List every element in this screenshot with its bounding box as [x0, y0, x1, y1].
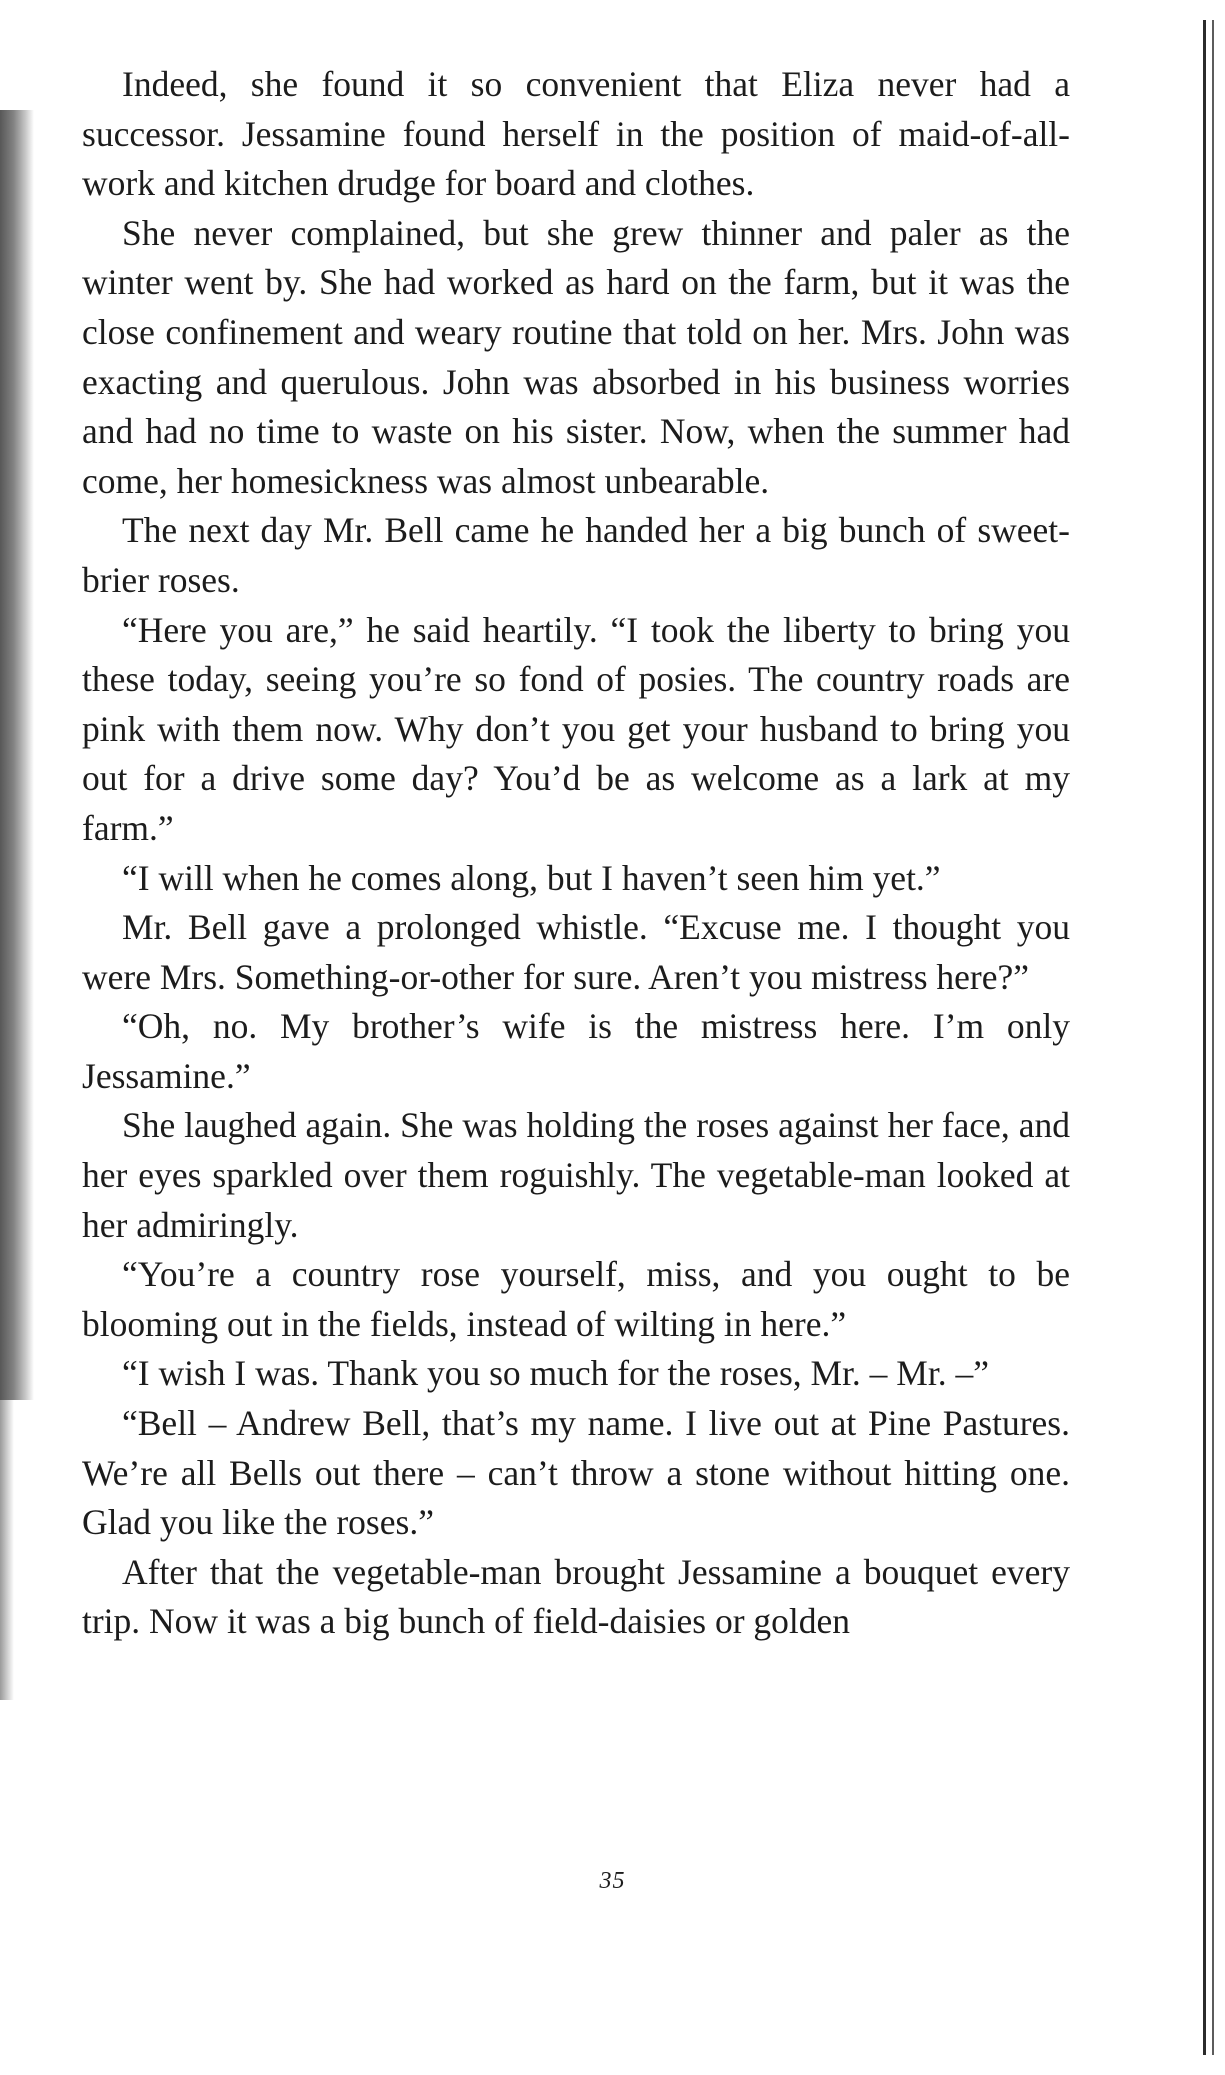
paragraph: Indeed, she found it so convenient that Eliza never had a successor. Jessamine found herself in the position of maid-of-all-work and kitchen drudge for board and clothes. [82, 64, 1070, 204]
paragraph: Mr. Bell gave a prolonged whistle. “Excuse me. I thought you were Mrs. Something-or-other for sure. Aren’t you mistress here?” [82, 907, 1070, 997]
paragraph: “Oh, no. My brother’s wife is the mistress here. I’m only Jessamine.” [82, 1006, 1070, 1096]
paragraph: “I will when he comes along, but I haven’t seen him yet.” [122, 857, 941, 898]
paragraph: After that the vegetable-man brought Jessamine a bouquet every trip. Now it was a big bunch of field-daisies or golden [82, 1551, 1070, 1642]
paragraph: She laughed again. She was holding the roses against her face, and her eyes sparkled over them roguishly. The vegetable-man looked at her admiringly. [82, 1105, 1070, 1245]
paragraph: “Here you are,” he said heartily. “I took the liberty to bring you these today, seeing you’re so fond of posies. The country roads are pink with them now. Why don’t you get your husband to bring you out for a drive some day? You’d be as welcome as a lark at my farm.” [82, 609, 1070, 848]
paragraph: The next day Mr. Bell came he handed her a big bunch of sweet-brier roses. [82, 510, 1070, 600]
paragraph: “Bell – Andrew Bell, that’s my name. I live out at Pine Pastures. We’re all Bells out there – can’t throw a stone without hitting one. Glad you like the roses.” [82, 1403, 1070, 1543]
page-number: 35 [599, 1868, 626, 1894]
spine-shadow [0, 110, 34, 1400]
page-edge-line [1203, 20, 1206, 2055]
page-edge-line-inner [1212, 20, 1214, 2055]
paragraph: “You’re a country rose yourself, miss, and you ought to be blooming out in the fields, instead of wilting in here.” [82, 1254, 1070, 1344]
body-text [82, 60, 1070, 1647]
paragraph: “I wish I was. Thank you so much for the roses, Mr. – Mr. –” [122, 1353, 989, 1394]
paragraph: She never complained, but she grew thinner and paler as the winter went by. She had worked as hard on the farm, but it was the close confinement and weary routine that told on her. Mrs. John was exacting and querulous. John was absorbed in his business worries and had no time to waste on his sister. Now, when the summer had come, her homesickness was almost unbearable. [82, 212, 1070, 501]
spine-shadow-lower [0, 1400, 14, 1700]
